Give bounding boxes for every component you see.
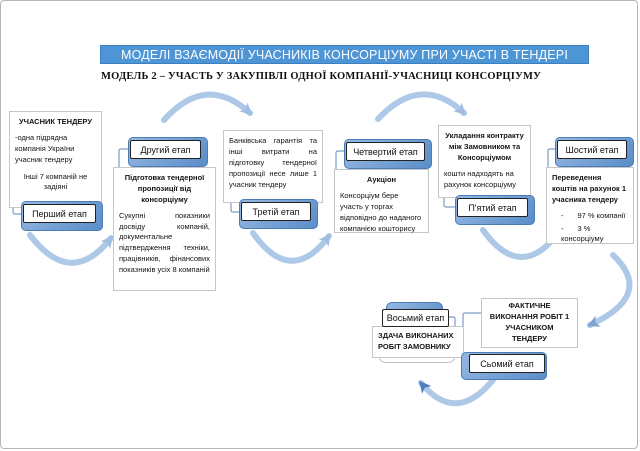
stage7-box-title: ФАКТИЧНЕ ВИКОНАННЯ РОБІТ 1 УЧАСНИКОМ ТЕНДЕРУ xyxy=(489,301,570,343)
stage4-label-text: Четвертий етап xyxy=(346,142,425,161)
stage5-box xyxy=(438,125,531,198)
stage4-box xyxy=(334,169,429,233)
stage6-item-1-text: 97 % компанії xyxy=(577,210,626,220)
stage6-item-1-bullet: - xyxy=(561,210,564,220)
connector-label8-box8 xyxy=(449,317,455,326)
arc-arrow-stage4-to-stage5 xyxy=(378,94,464,119)
arc-arrow-stage3-to-stage4 xyxy=(253,233,329,261)
stage3-label xyxy=(241,202,311,221)
stage6-label xyxy=(557,140,627,159)
arc-arrow-stage7-to-stage8 xyxy=(421,380,493,403)
stage7-label-text: Сьомий етап xyxy=(469,354,545,373)
stage5-box-title: Укладання контракту між Замовником та Консорціумом xyxy=(445,131,524,162)
stage2-label-text: Другий етап xyxy=(130,140,201,159)
stage3-box xyxy=(223,130,323,203)
stage2-box-title: Підготовка тендерної пропозиції від консорціуму xyxy=(124,173,205,204)
stage2-box-body: Сукупні показники досвіду компаній, документальне підтвердження техніки, працівників, фінансових показників усіх 8 компаній xyxy=(119,210,210,274)
stage6-box xyxy=(546,167,634,244)
slide-title: МОДЕЛІ ВЗАЄМОДІЇ УЧАСНИКІВ КОНСОРЦІУМУ ПРИ УЧАСТІ В ТЕНДЕРІ xyxy=(120,47,568,62)
stage5-label-text: П'ятий етап xyxy=(457,198,528,217)
stage1-box-title: УЧАСНИК ТЕНДЕРУ xyxy=(19,117,92,126)
stage1-label xyxy=(23,204,96,223)
stage6-label-text: Шостий етап xyxy=(557,140,627,159)
stage7-label xyxy=(469,354,545,373)
stage6-box-title: Переведення коштів на рахунок 1 учасника тендеру xyxy=(552,173,627,204)
stage3-label-text: Третій етап xyxy=(241,202,311,221)
stage6-item-1 xyxy=(552,211,628,222)
stage8-box xyxy=(372,326,464,358)
stage8-box-title: ЗДАЧА ВИКОНАНИХ РОБІТ ЗАМОВНИКУ xyxy=(378,331,454,351)
stage2-box xyxy=(113,167,216,291)
stage8-label-text: Восьмий етап xyxy=(382,309,449,327)
stage6-item-2 xyxy=(552,224,628,246)
stage4-box-body: Консорціум бере участь у торгах відповідно до наданого компанією кошторису xyxy=(340,190,422,233)
arc-arrow-stage2-to-stage3 xyxy=(164,95,250,120)
stage4-label xyxy=(346,142,425,161)
stage8-label xyxy=(382,309,449,327)
stage1-box-body: -одна підрядна компанія України учасник тендеру xyxy=(15,132,75,164)
stage4-box-title: Аукціон xyxy=(366,175,397,184)
stage1-label-text: Перший етап xyxy=(23,204,96,223)
arc-arrow-stage6-to-stage7 xyxy=(590,255,629,325)
stage2-label xyxy=(130,140,201,159)
stage3-box-body: Банківська гарантія та інші витрати на підготовку тендерної пропозиції несе лише 1 учасник тендеру xyxy=(229,136,317,189)
slide-subtitle: МОДЕЛЬ 2 – УЧАСТЬ У ЗАКУПІВЛІ ОДНОЇ КОМПАНІЇ-УЧАСНИЦІ КОНСОРЦІУМУ xyxy=(101,71,541,82)
stage5-label xyxy=(457,198,528,217)
stage1-box xyxy=(9,111,102,208)
arc-arrow-stage1-to-stage2 xyxy=(30,235,111,263)
stage7-box xyxy=(481,298,578,348)
stage1-box-note: Інші 7 компаній не задіяні xyxy=(23,171,88,192)
stage6-item-2-text: 3 % консорціуму xyxy=(561,223,604,244)
stage5-box-body: кошти надходять на рахунок консорціуму xyxy=(444,168,516,189)
stage6-item-2-bullet: - xyxy=(561,223,564,233)
